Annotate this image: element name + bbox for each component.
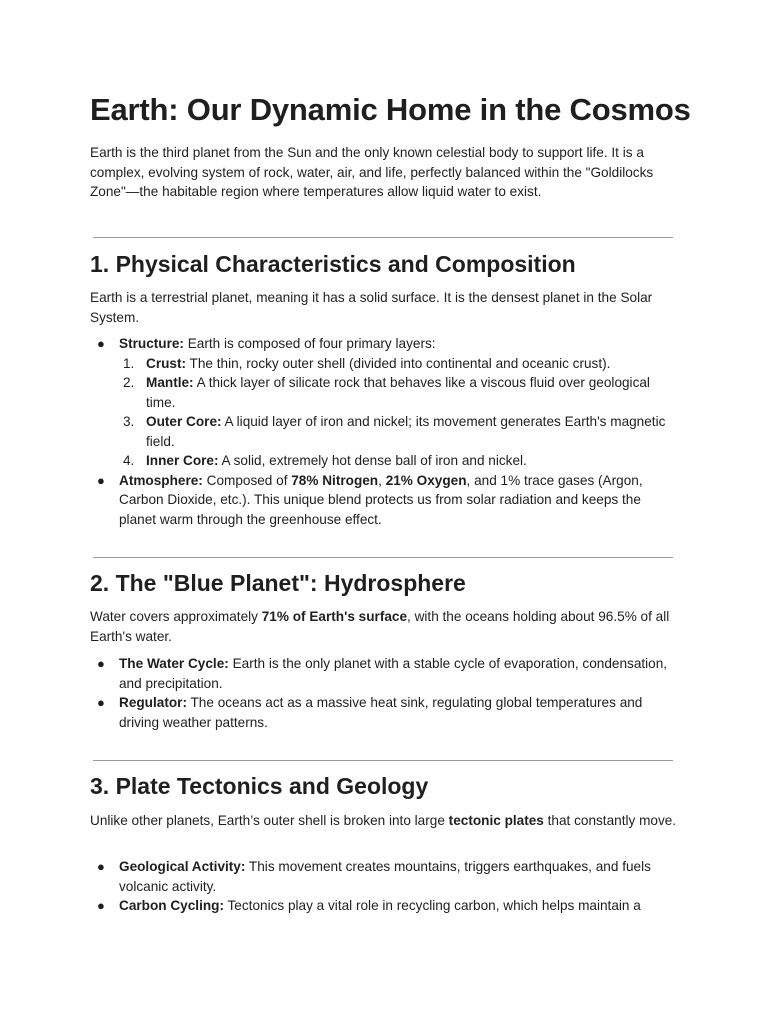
section3-intro	[90, 811, 680, 831]
structure-text: Earth is composed of four primary layers:	[183, 336, 436, 351]
item-label: Geological Activity:	[119, 859, 246, 874]
layer-label: Inner Core:	[146, 453, 219, 468]
layer-text: A solid, extremely hot dense ball of iron and nickel.	[218, 453, 527, 468]
section2-heading: 2. The "Blue Planet": Hydrosphere	[90, 570, 466, 596]
list-item	[90, 896, 680, 916]
section2-intro	[90, 607, 680, 646]
list-item	[90, 857, 680, 896]
layer-label: Mantle:	[146, 375, 194, 390]
atmosphere-label: Atmosphere:	[119, 472, 203, 488]
item-text: Earth is the only planet with a stable cycle of evaporation, condensation, and precipitation.	[119, 656, 668, 691]
list-number: 3.	[123, 414, 135, 429]
oxygen-value: 21% Oxygen	[385, 472, 467, 488]
tectonic-plates-term: tectonic plates	[448, 813, 544, 828]
list-item	[119, 412, 680, 451]
item-label: Carbon Cycling:	[119, 898, 224, 913]
intro-paragraph: Earth is the third planet from the Sun and the only known celestial body to support life. It is a complex, evolving system of rock, water, air, and life, perfectly balanced within the "Goldilocks Zone"—the habitable region where temperatures allow liquid water to exist.	[90, 145, 654, 199]
item-label: The Water Cycle:	[119, 656, 229, 671]
list-item	[90, 654, 680, 693]
item-label: Regulator:	[119, 695, 187, 710]
item-text: Tectonics play a vital role in recycling carbon, which helps maintain a	[223, 898, 641, 913]
list-item	[119, 373, 680, 412]
list-number: 2.	[123, 375, 135, 390]
intro-text: , with the oceans holding about 96.5% of all Earth's water.	[90, 609, 670, 644]
list-item	[119, 354, 680, 374]
section3-heading: 3. Plate Tectonics and Geology	[90, 773, 429, 799]
intro-text: Unlike other planets, Earth’s outer shell is broken into large	[90, 813, 449, 828]
page-title: Earth: Our Dynamic Home in the Cosmos	[90, 92, 691, 127]
layer-text: A liquid layer of iron and nickel; its movement generates Earth's magnetic field.	[146, 414, 666, 449]
item-text: The oceans act as a massive heat sink, regulating global temperatures and driving weather patterns.	[119, 695, 643, 730]
section1-bullet-list	[90, 334, 680, 529]
nitrogen-value: 78% Nitrogen	[291, 472, 379, 488]
list-number: 1.	[123, 355, 135, 371]
bullet-icon: ●	[97, 656, 105, 671]
bullet-icon: ●	[97, 859, 105, 874]
layer-label: Crust:	[146, 355, 187, 371]
atmosphere-text: , and 1% trace gases (Argon, Carbon Dioxide, etc.). This unique blend protects us from solar radiation and keeps the planet warm through the greenhouse effect.	[119, 472, 643, 527]
list-item	[90, 334, 680, 471]
item-text: This movement creates mountains, triggers earthquakes, and fuels volcanic activity.	[119, 859, 651, 894]
section-divider	[93, 237, 673, 238]
section2-bullet-list	[90, 654, 680, 732]
layer-text: The thin, rocky outer shell (divided into continental and oceanic crust).	[186, 355, 611, 371]
bullet-icon: ●	[97, 336, 105, 351]
list-number: 4.	[123, 453, 135, 468]
layers-list	[119, 354, 680, 471]
section-divider	[93, 557, 673, 558]
section1-intro: Earth is a terrestrial planet, meaning it has a solid surface. It is the densest planet in the Solar System.	[90, 290, 653, 325]
list-item	[90, 693, 680, 732]
list-item	[90, 471, 680, 530]
layer-text: A thick layer of silicate rock that behaves like a viscous fluid over geological time.	[146, 375, 650, 410]
section-divider	[93, 760, 673, 761]
section1-heading: 1. Physical Characteristics and Composition	[90, 251, 576, 277]
atmosphere-text: Composed of	[202, 472, 292, 488]
structure-label: Structure:	[119, 336, 184, 351]
section3-bullet-list	[90, 857, 680, 916]
bullet-icon: ●	[97, 472, 105, 488]
bullet-icon: ●	[97, 898, 105, 913]
bullet-icon: ●	[97, 695, 105, 710]
surface-value: 71% of Earth's surface	[261, 609, 408, 624]
atmosphere-text: ,	[378, 472, 386, 488]
layer-label: Outer Core:	[146, 414, 222, 429]
intro-text: Water covers approximately	[90, 609, 262, 624]
intro-text: that constantly move.	[543, 813, 677, 828]
list-item	[119, 451, 680, 471]
